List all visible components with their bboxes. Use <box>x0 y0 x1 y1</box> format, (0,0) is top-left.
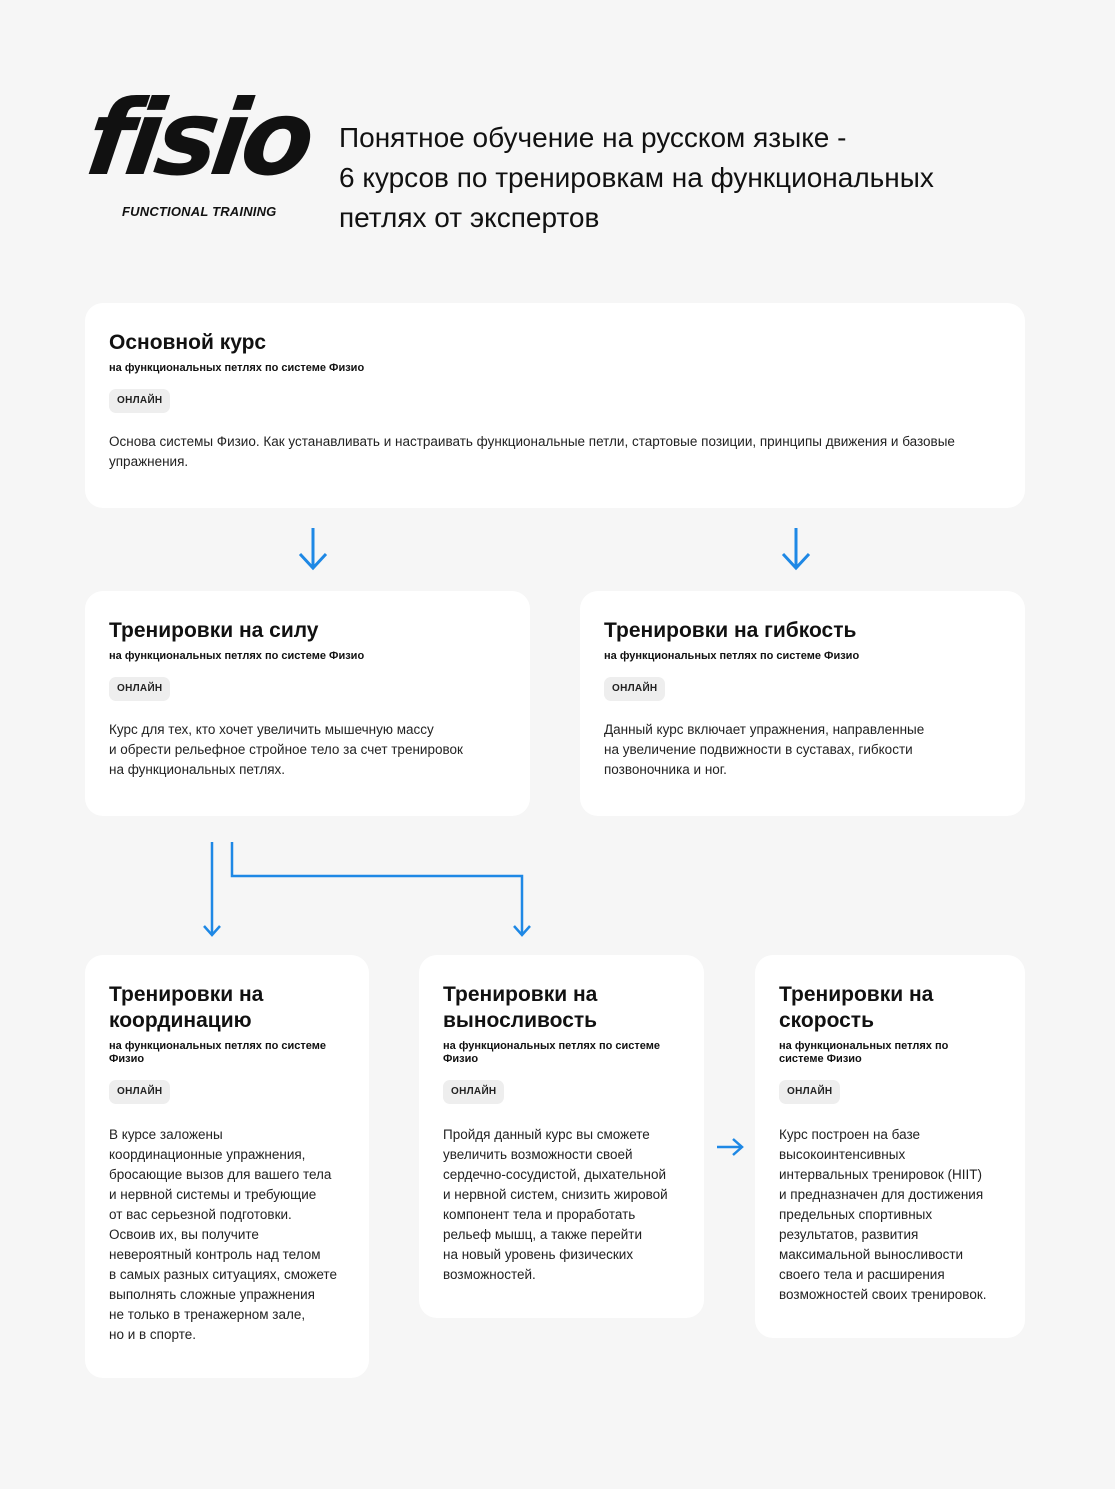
description-line: результатов, развития <box>779 1227 919 1242</box>
course-card-coordination[interactable] <box>85 955 369 1378</box>
description-line: и предназначен для достижения <box>779 1187 984 1202</box>
description-line: на функциональных петлях. <box>109 762 286 777</box>
description-line: интервальных тренировок (HIIT) <box>779 1167 983 1182</box>
course-title: Основной курс <box>109 331 267 354</box>
description-line: невероятный контроль над телом <box>109 1247 321 1262</box>
description-line: предельных спортивных <box>779 1207 933 1222</box>
description-line: позвоночника и ног. <box>604 762 727 777</box>
course-subtitle: на функциональных петлях по системе Физио <box>109 362 365 374</box>
description-line: выполнять сложные упражнения <box>109 1287 315 1302</box>
subtitle-line: системе Физио <box>779 1053 862 1065</box>
description-line: компонент тела и проработать <box>443 1207 636 1222</box>
course-subtitle <box>109 1040 345 1066</box>
course-title: Тренировки на гибкость <box>604 619 857 642</box>
description-line: но и в спорте. <box>109 1327 196 1342</box>
course-card-speed[interactable] <box>755 955 1025 1338</box>
course-title <box>109 982 345 1034</box>
course-description <box>443 1125 680 1285</box>
description-line: координационные упражнения, <box>109 1147 306 1162</box>
description-line: сердечно-сосудистой, дыхательной <box>443 1167 666 1182</box>
description-line: Курс для тех, кто хочет увеличить мышечную массу <box>109 722 434 737</box>
description-line: и нервной систем, снизить жировой <box>443 1187 668 1202</box>
course-card-endurance[interactable] <box>419 955 704 1318</box>
headline-line: петлях от экспертов <box>339 202 600 233</box>
description-line: от вас серьезной подготовки. <box>109 1207 292 1222</box>
subtitle-line: на функциональных петлях по системе <box>443 1040 661 1052</box>
course-title <box>779 982 1001 1034</box>
arrow-right-icon <box>717 1139 742 1155</box>
course-description <box>109 432 1001 472</box>
title-line: Тренировки на <box>109 983 264 1006</box>
headline-line: 6 курсов по тренировкам на функциональных <box>339 162 934 193</box>
arrow-elbow-icon <box>232 842 530 935</box>
description-line: на новый уровень физических <box>443 1247 634 1262</box>
description-line: Курс построен на базе <box>779 1127 920 1142</box>
description-line: и нервной системы и требующие <box>109 1187 317 1202</box>
title-line: Тренировки на <box>779 983 934 1006</box>
subtitle-line: на функциональных петлях по системе <box>109 1040 327 1052</box>
course-description <box>109 1125 345 1345</box>
course-subtitle: на функциональных петлях по системе Физио <box>109 650 365 662</box>
title-line: координацию <box>109 1009 252 1032</box>
arrow-down-icon <box>783 528 809 568</box>
description-line: максимальной выносливости <box>779 1247 964 1262</box>
course-description <box>109 720 506 780</box>
description-line: Пройдя данный курс вы сможете <box>443 1127 650 1142</box>
online-badge: ОНЛАЙН <box>604 677 665 701</box>
course-card-flexibility[interactable] <box>580 591 1025 816</box>
description-line: возможностей своих тренировок. <box>779 1287 987 1302</box>
fisio-logo <box>79 77 317 226</box>
online-badge: ОНЛАЙН <box>109 1080 170 1104</box>
description-line: Освоив их, вы получите <box>109 1227 259 1242</box>
arrow-down-icon <box>204 842 220 935</box>
description-line: в самых разных ситуациях, сможете <box>109 1267 337 1282</box>
description-line: Данный курс включает упражнения, направленные <box>604 722 925 737</box>
description-line: возможностей. <box>443 1267 536 1282</box>
course-card-basic[interactable] <box>85 303 1025 508</box>
online-badge: ОНЛАЙН <box>109 389 170 413</box>
subtitle-line: на функциональных петлях по <box>779 1040 949 1052</box>
title-line: скорость <box>779 1009 874 1032</box>
description-line: упражнения. <box>109 454 189 469</box>
course-subtitle <box>779 1040 1001 1066</box>
description-line: своего тела и расширения <box>779 1267 945 1282</box>
course-card-strength[interactable] <box>85 591 530 816</box>
description-line: высокоинтенсивных <box>779 1147 906 1162</box>
page-headline <box>339 118 1059 238</box>
description-line: и обрести рельефное стройное тело за счет тренировок <box>109 742 463 757</box>
course-subtitle: на функциональных петлях по системе Физио <box>604 650 860 662</box>
logo-wordmark: fisio <box>79 77 317 199</box>
description-line: рельеф мышц, а также перейти <box>443 1227 642 1242</box>
arrow-down-icon <box>300 528 326 568</box>
course-subtitle <box>443 1040 680 1066</box>
course-description <box>779 1125 1001 1305</box>
subtitle-line: Физио <box>443 1053 479 1065</box>
online-badge: ОНЛАЙН <box>443 1080 504 1104</box>
title-line: Тренировки на <box>443 983 598 1006</box>
logo-tagline: FUNCTIONAL TRAINING <box>122 204 277 219</box>
description-line: не только в тренажерном зале, <box>109 1307 306 1322</box>
title-line: выносливость <box>443 1009 598 1032</box>
description-line: увеличить возможности своей <box>443 1147 633 1162</box>
description-line: бросающие вызов для вашего тела <box>109 1167 332 1182</box>
online-badge: ОНЛАЙН <box>779 1080 840 1104</box>
description-line: Основа системы Физио. Как устанавливать и настраивать функциональные петли, стартовые позиции, принципы движения и базовые <box>109 434 955 449</box>
online-badge: ОНЛАЙН <box>109 677 170 701</box>
headline-line: Понятное обучение на русском языке - <box>339 122 847 153</box>
subtitle-line: Физио <box>109 1053 145 1065</box>
course-description <box>604 720 1001 780</box>
course-title <box>443 982 680 1034</box>
course-title: Тренировки на силу <box>109 619 319 642</box>
description-line: на увеличение подвижности в суставах, гибкости <box>604 742 913 757</box>
description-line: В курсе заложены <box>109 1127 223 1142</box>
